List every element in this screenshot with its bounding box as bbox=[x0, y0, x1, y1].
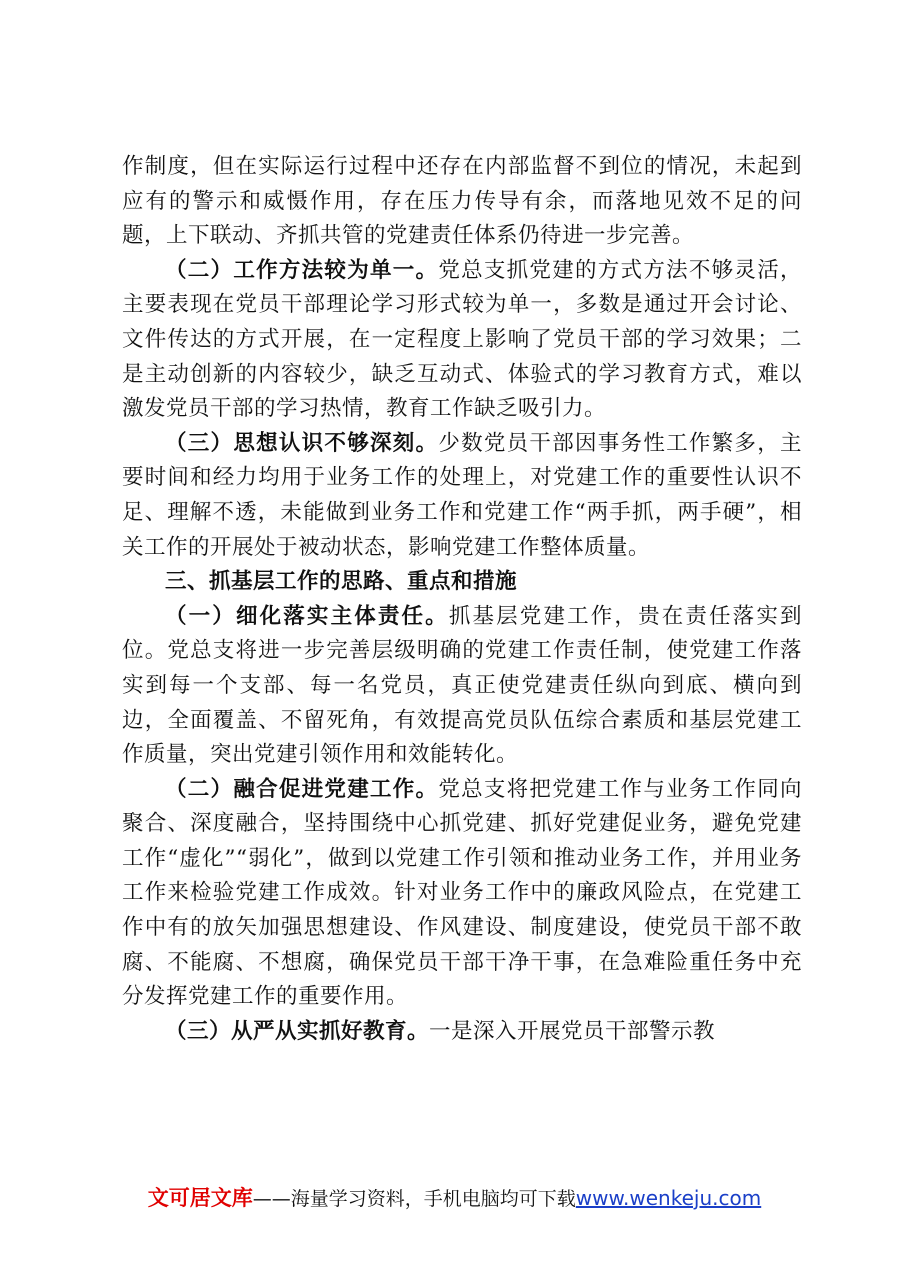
paragraph-lead: （一）细化落实主体责任。 bbox=[165, 603, 449, 629]
paragraph-text: 党总支将把党建工作与业务工作同向聚合、深度融合，坚持围绕中心抓党建、抓好党建促业务，避免党建工作“虚化”“弱化”，做到以党建工作引领和推动业务工作，并用业务工作来检验党建工作成效。针对业务工作中的廉政风险点，在党建工作中有的放矢加强思想建设、作风建设、制度建设，使党员干部不敢腐、不能腐、不想腐，确保党员干部干净干事，在急难险重任务中充分发挥党建工作的重要作用。 bbox=[122, 776, 802, 1010]
section-heading: 三、抓基层工作的思路、重点和措施 bbox=[165, 569, 518, 595]
paragraph-lead: （三）从严从实抓好教育。 bbox=[165, 1018, 430, 1044]
paragraph-awareness bbox=[122, 427, 802, 565]
paragraph-responsibility bbox=[122, 600, 802, 773]
paragraph-lead: （三）思想认识不够深刻。 bbox=[165, 430, 439, 456]
paragraph-text: 党总支抓党建的方式方法不够灵活，主要表现在党员干部理论学习形式较为单一，多数是通过开会讨论、文件传达的方式开展，在一定程度上影响了党员干部的学习效果；二是主动创新的内容较少，缺乏互动式、体验式的学习教育方式，难以激发党员干部的学习热情，教育工作缺乏吸引力。 bbox=[122, 257, 802, 422]
paragraph-text: 抓基层党建工作，贵在责任落实到位。党总支将进一步完善层级明确的党建工作责任制，使党建工作落实到每一个支部、每一名党员，真正使党建责任纵向到底、横向到边，全面覆盖、不留死角，有效提高党员队伍综合素质和基层党建工作质量，突出党建引领作用和效能转化。 bbox=[122, 603, 802, 768]
document-body bbox=[122, 150, 802, 1049]
paragraph-integration bbox=[122, 773, 802, 1015]
paragraph-education bbox=[122, 1015, 802, 1050]
paragraph-continuation bbox=[122, 150, 802, 254]
footer-tagline: ——海量学习资料，手机电脑均可下载 bbox=[252, 1188, 576, 1210]
paragraph-work-method bbox=[122, 254, 802, 427]
paragraph-lead: （二）工作方法较为单一。 bbox=[165, 257, 439, 283]
footer-link[interactable]: www.wenkeju.com bbox=[575, 1186, 762, 1210]
footer-brand: 文可居文库 bbox=[147, 1186, 253, 1210]
paragraph-text: 作制度，但在实际运行过程中还存在内部监督不到位的情况，未起到应有的警示和威慑作用，存在压力传导有余，而落地见效不足的问题，上下联动、齐抓共管的党建责任体系仍待进一步完善。 bbox=[122, 154, 802, 249]
paragraph-text: 少数党员干部因事务性工作繁多，主要时间和经力均用于业务工作的处理上，对党建工作的重要性认识不足、理解不透，未能做到业务工作和党建工作“两手抓，两手硬”，相关工作的开展处于被动状态，影响党建工作整体质量。 bbox=[122, 430, 802, 560]
paragraph-text: 一是深入开展党员干部警示教 bbox=[429, 1018, 716, 1044]
paragraph-lead: （二）融合促进党建工作。 bbox=[165, 776, 439, 802]
page-footer bbox=[0, 1182, 909, 1212]
